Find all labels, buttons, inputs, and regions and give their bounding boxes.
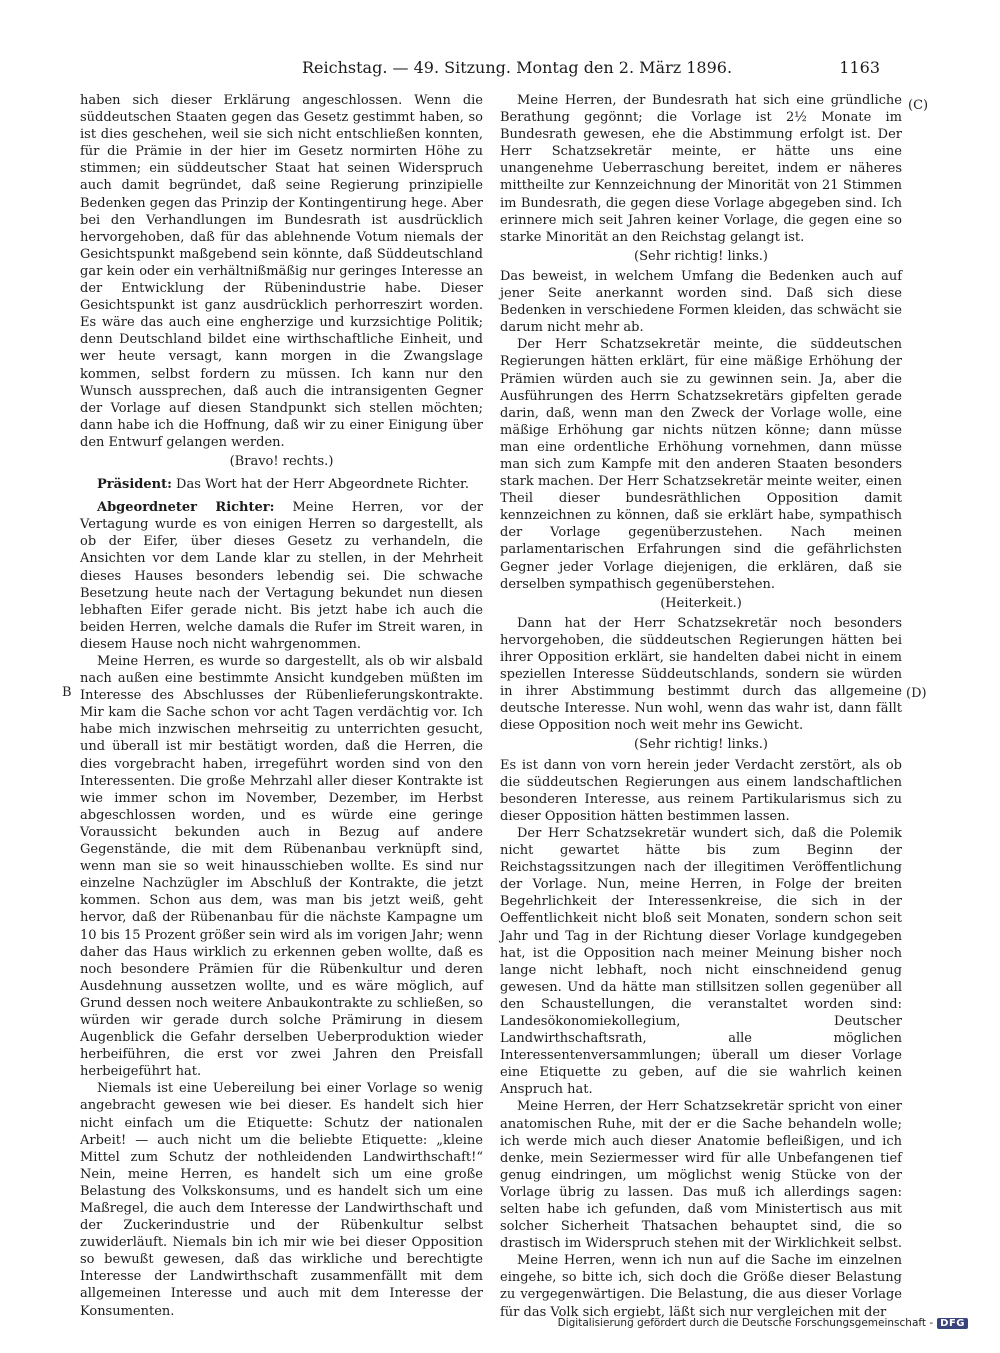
margin-mark-b: B <box>62 685 72 700</box>
footer <box>558 1317 968 1329</box>
margin-mark-d: (D) <box>906 686 927 701</box>
paragraph: Meine Herren, wenn ich nun auf die Sache im einzelnen eingehe, so bitte ich, sich doch die Größe dieser Belastung zu vergegenwärtigen. Die Belastung, die aus dieser Vorlage für das Volk sich ergiebt, läßt sich nur vergleichen mit der <box>500 1253 902 1320</box>
page-header <box>80 58 880 84</box>
paragraph: Dann hat der Herr Schatzsekretär noch besonders hervorgehoben, die süddeutschen Regierungen hätten bei ihrer Opposition erklärt, sie handelten dabei nicht in einem speziellen Interesse Süddeutschlands, sondern sie würden in ihrer Abstimmung bestimmt durch das allgemeine deutsche Interesse. Nun wohl, wenn das wahr ist, dann fällt diese Opposition noch weit mehr ins Gewicht. <box>500 615 902 734</box>
paragraph: Meine Herren, der Herr Schatzsekretär spricht von einer anatomischen Ruhe, mit der er die Sache behandeln wolle; ich werde mich auch dieser Anatomie befleißigen, und ich denke, mein Seziermesser wird für alle Unbefangenen tief genug eindringen, um möglichst wenig Stücke von der Vorlage übrig zu lassen. Das muß ich allerdings sagen: selten habe ich gefunden, daß vom Ministertisch aus mit solcher Sicherheit Thatsachen behauptet sind, die so drastisch im Widerspruch stehen mit der Wirklichkeit selbst. <box>500 1099 902 1252</box>
speaker-label: Präsident: <box>97 477 172 493</box>
interjection: (Sehr richtig! links.) <box>634 737 768 753</box>
paragraph: Niemals ist eine Uebereilung bei einer Vorlage so wenig angebracht gewesen wie bei dieser. Es handelt sich hier nicht einfach um die Etiquette: Schutz der nationalen Arbeit! — auch nicht um die beliebte Etiquette: „kleine Mittel zum Schutz der nothleidenden Landwirthschaft!“ Nein, meine Herren, es handelt sich um eine große Belastung des Volkskonsums, und es handelt sich um eine Maßregel, die auch dem Interesse der Landwirthschaft und der Zuckerindustrie und der Rübenkultur selbst zuwiderläuft. Niemals bin ich mir wie bei dieser Opposition so bewußt gewesen, daß das wirkliche und berechtigte Interesse der Landwirthschaft zusammenfällt mit dem allgemeinen Interesse und auch mit dem Interesse der Konsumenten. <box>80 1081 483 1319</box>
margin-mark-c: (C) <box>908 98 929 113</box>
interjection: (Heiterkeit.) <box>660 595 742 611</box>
interjection: (Sehr richtig! links.) <box>634 248 768 264</box>
header-title: Reichstag. — 49. Sitzung. Montag den 2. März 1896. <box>302 58 733 77</box>
speech-text: Meine Herren, vor der Vertagung wurde es von einigen Herren so dargestellt, als ob der Eifer, über dieses Gesetz zu verhandeln, die Ansichten vor dem Lande klar zu stellen, in der Mehrheit dieses Hauses besonders lebendig sei. Die schwache Besetzung heute nach der Vertagung bekundet nun diesen lebhaften Eifer gerade nicht. Bis jetzt habe ich auch die beiden Herren, welche damals die Rufer im Streit waren, in diesem Hause noch nicht wahrgenommen. <box>80 500 483 652</box>
left-column <box>80 92 483 1320</box>
paragraph: Meine Herren, es wurde so dargestellt, als ob wir alsbald nach außen eine bestimmte Ansicht kundgeben müßten im Interesse des Abschlusses der Rübenlieferungskontrakte. Mir kam die Sache schon vor acht Tagen verdächtig vor. Ich habe mich inzwischen mehrseitig zu unterrichten gesucht, und überall ist mir bestätigt worden, daß die Herren, die dies vorgebracht haben, irregeführt worden sind von den Interessenten. Die große Mehrzahl aller dieser Kontrakte ist wie immer schon im November, Dezember, im Herbst abgeschlossen worden, und es würde eine geringe Voraussicht bekunden auch in Bezug auf andere Gegenstände, die mit dem Rübenanbau verknüpft sind, wenn man sie so weit hinausschieben wollte. Es sind nur einzelne Nachzügler im Abschluß der Kontrakte, die jetzt kommen. Schon aus dem, was man bis jetzt weiß, geht hervor, daß der Rübenanbau für die nächste Kampagne um 10 bis 15 Prozent größer sein wird als im vorigen Jahr; wenn daher das Haus wirklich zu erkennen geben wollte, daß es noch besondere Prämien für die Rübenkultur und deren Ausdehnung aussetzen wollte, und es wäre möglich, auf Grund dessen noch weitere Anbaukontrakte zu schließen, so würden wir gerade durch solche Prämirung in diesem Augenblick die Gefahr derselben Ueberproduktion wieder herbeiführen, die erst vor zwei Jahren den Preisfall herbeigeführt hat. <box>80 654 483 1080</box>
paragraph: Meine Herren, der Bundesrath hat sich eine gründliche Berathung gegönnt; die Vorlage ist 2½ Monate im Bundesrath gewesen, ehe die Abstimmung erfolgt ist. Der Herr Schatzsekretär meinte, er hätte uns eine unangenehme Ueberraschung bereitet, indem er näheres mittheilte zur Kennzeichnung der Minorität von 21 Stimmen im Bundesrath, die gegen diese Vorlage abgegeben sind. Ich erinnere mich seit Jahren keiner Vorlage, die gegen eine so starke Minorität an den Reichstag gelangt ist. <box>500 93 902 245</box>
right-column <box>500 92 902 1321</box>
footer-text: Digitalisierung gefördert durch die Deutsche Forschungsgemeinschaft - <box>557 1317 934 1329</box>
paragraph <box>80 476 483 493</box>
paragraph: Es ist dann von vorn herein jeder Verdacht zerstört, als ob die süddeutschen Regierungen aus einem landschaftlichen besonderen Interesse, aus reinem Partikularismus sich zu dieser Opposition hätten bestimmen lassen. <box>500 757 902 824</box>
paragraph: Der Herr Schatzsekretär meinte, die süddeutschen Regierungen hätten erklärt, für eine mäßige Erhöhung der Prämien würden auch sie zu gewinnen sein. Ja, aber die Ausführungen des Herrn Schatzsekretärs gipfelten gerade darin, daß, wenn man den Zweck der Vorlage wolle, eine mäßige Erhöhung gar nichts nützen könne; dann müsse man eine ordentliche Erhöhung vornehmen, dann müsse man sich zum Kampfe mit den anderen Staaten besonders stark machen. Der Herr Schatzsekretär meinte weiter, einen Theil dieser bundesräthlichen Opposition damit kennzeichnen zu können, daß sie erklärt habe, sympathisch der Vorlage gegenüberzustehen. Nach meinen parlamentarischen Erfahrungen sind die gefährlichsten Gegner jeder Vorlage diejenigen, die erklären, daß sie derselben sympathisch gegenüberstehen. <box>500 337 902 592</box>
page-number: 1163 <box>839 58 880 77</box>
paragraph <box>80 499 483 653</box>
speech-text: Das Wort hat der Herr Abgeordnete Richter. <box>171 477 469 493</box>
paragraph: Der Herr Schatzsekretär wundert sich, daß die Polemik nicht gewartet hätte bis zum Beginn der Reichstagssitzungen nach der illegitimen Veröffentlichung der Vorlage. Nun, meine Herren, in Folge der breiten Begehrlichkeit der Interessenkreise, die sich in der Oeffentlichkeit nicht bloß seit Monaten, sondern schon seit Jahr und Tag in der Richtung dieser Vorlage kundgegeben hat, ist die Opposition nach meiner Meinung bisher noch lange nicht lebhaft, noch nicht einschneidend genug gewesen. Und da hätte man stillsitzen sollen gegenüber all den Schaustellungen, die veranstaltet worden sind: Landesökonomiekollegium, Deutscher Landwirthschaftsrath, alle möglichen Interessentenversammlungen; überall um dieser Vorlage eine Etiquette zu geben, auf die sie wahrlich keinen Anspruch hat. <box>500 825 902 1098</box>
interjection: (Bravo! rechts.) <box>229 453 334 469</box>
speaker-label: Abgeordneter Richter: <box>97 500 275 516</box>
paragraph: Das beweist, in welchem Umfang die Bedenken auch auf jener Seite anerkannt worden sind. Daß sich diese Bedenken in verschiedene Formen kleiden, das schwächt sie darum nicht mehr ab. <box>500 268 902 336</box>
paragraph: haben sich dieser Erklärung angeschlossen. Wenn die süddeutschen Staaten gegen das Gesetz gestimmt haben, so ist dies geschehen, weil sie sich nicht entschließen konnten, für die Prämie in der hier im Gesetz normirten Höhe zu stimmen; ein süddeutscher Staat hat seinen Widerspruch auch damit begründet, daß seine Regierung prinzipielle Bedenken gegen das Prinzip der Kontingentirung hege. Aber bei den Verhandlungen im Bundesrath ist ausdrücklich hervorgehoben, daß für das ablehnende Votum niemals der Gesichtspunkt maßgebend sein könnte, daß Süddeutschland gar kein oder ein verhältnißmäßig nur geringes Interesse an der Entwicklung der Rübenindustrie habe. Dieser Gesichtspunkt ist ganz ausdrücklich perhorreszirt worden. Es wäre das auch eine engherzige und kurzsichtige Politik; denn Deutschland bildet eine wirthschaftliche Einheit, und wer heute versagt, kann morgen in die Zwangslage kommen, selbst fordern zu müssen. Ich kann nur den Wunsch aussprechen, daß auch die intransigenten Gegner der Vorlage auf diesen Standpunkt sich stellen möchten; dann habe ich die Hoffnung, daß wir zu einer Einigung über den Entwurf gelangen werden. <box>80 93 483 450</box>
dfg-logo: DFG <box>937 1318 968 1329</box>
